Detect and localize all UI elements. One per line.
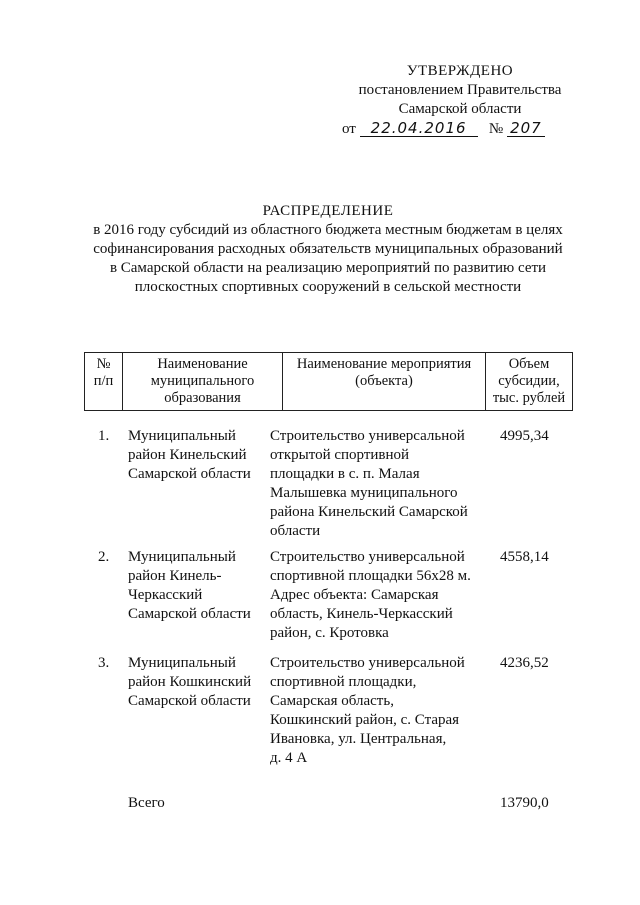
date-prefix: от (342, 121, 356, 137)
approval-date-line (340, 120, 580, 139)
header-num (85, 353, 123, 410)
approval-block (340, 62, 580, 139)
header-municipality-line: муниципального (150, 373, 255, 389)
event-line: Адрес объекта: Самарская (270, 587, 439, 603)
heading-line-2: софинансирования расходных обязательств муниципальных образований (93, 241, 563, 257)
municipality-line: Самарской области (128, 606, 251, 622)
approval-line-1: постановлением Правительства (358, 82, 562, 98)
header-amount-line: тыс. рублей (492, 390, 566, 406)
event-line: спортивной площадки 56х28 м. (270, 568, 471, 584)
header-amount (486, 353, 572, 410)
event-line: открытой спортивной (270, 447, 410, 463)
approval-line-2: Самарской области (398, 101, 522, 117)
row-number: 2. (98, 549, 110, 565)
heading-line-4: плоскостных спортивных сооружений в сельской местности (134, 279, 522, 295)
header-event-line: (объекта) (355, 373, 413, 389)
event-line: район, с. Кротовка (270, 625, 389, 641)
number-sign: № (488, 121, 504, 137)
handwritten-date: 22.04.2016 (360, 120, 478, 137)
total-amount: 13790,0 (500, 795, 549, 811)
row-amount: 4558,14 (500, 549, 549, 565)
municipality-line: район Кошкинский (128, 674, 252, 690)
row-municipality (128, 654, 263, 711)
row-number: 1. (98, 428, 110, 444)
header-municipality (123, 353, 283, 410)
header-amount-line: Объем (508, 356, 550, 372)
event-line: Строительство универсальной (270, 428, 465, 444)
row-amount: 4236,52 (500, 655, 549, 671)
row-amount: 4995,34 (500, 428, 549, 444)
event-line: Малышевка муниципального (270, 485, 458, 501)
heading-title: РАСПРЕДЕЛЕНИЕ (262, 203, 394, 219)
municipality-line: район Кинельский (128, 447, 247, 463)
event-line: площадки в с. п. Малая (270, 466, 420, 482)
row-municipality (128, 427, 263, 484)
event-line: Строительство универсальной (270, 655, 465, 671)
municipality-line: район Кинель- (128, 568, 222, 584)
heading-line-1: в 2016 году субсидий из областного бюджета местным бюджетам в целях (93, 222, 563, 238)
header-event-line: Наименование мероприятия (296, 356, 472, 372)
event-line: Ивановка, ул. Центральная, (270, 731, 447, 747)
event-line: д. 4 А (270, 750, 308, 766)
header-municipality-line: Наименование (157, 356, 248, 372)
event-line: спортивной площадки, (270, 674, 417, 690)
event-line: области (270, 523, 321, 539)
handwritten-number: 207 (507, 120, 545, 137)
municipality-line: Самарской области (128, 693, 251, 709)
row-event (270, 548, 475, 643)
municipality-line: Черкасский (128, 587, 203, 603)
header-amount-line: субсидии, (498, 373, 560, 389)
header-num-line: п/п (93, 373, 114, 389)
event-line: Кошкинский район, с. Старая (270, 712, 460, 728)
row-number: 3. (98, 655, 110, 671)
row-municipality (128, 548, 263, 624)
approval-title: УТВЕРЖДЕНО (406, 63, 514, 79)
municipality-line: Муниципальный (128, 655, 236, 671)
heading-line-3: в Самарской области на реализацию мероприятий по развитию сети (109, 260, 547, 276)
event-line: Строительство универсальной (270, 549, 465, 565)
event-line: района Кинельский Самарской (270, 504, 468, 520)
row-event (270, 427, 475, 541)
municipality-line: Муниципальный (128, 428, 236, 444)
document-heading (60, 202, 596, 297)
table-header (84, 352, 573, 411)
municipality-line: Самарской области (128, 466, 251, 482)
row-event (270, 654, 475, 768)
header-num-line: № (96, 356, 111, 372)
event-line: область, Кинель-Черкасский (270, 606, 453, 622)
total-label: Всего (128, 795, 165, 811)
municipality-line: Муниципальный (128, 549, 236, 565)
header-event (283, 353, 486, 410)
header-municipality-line: образования (164, 390, 241, 406)
event-line: Самарская область, (270, 693, 394, 709)
